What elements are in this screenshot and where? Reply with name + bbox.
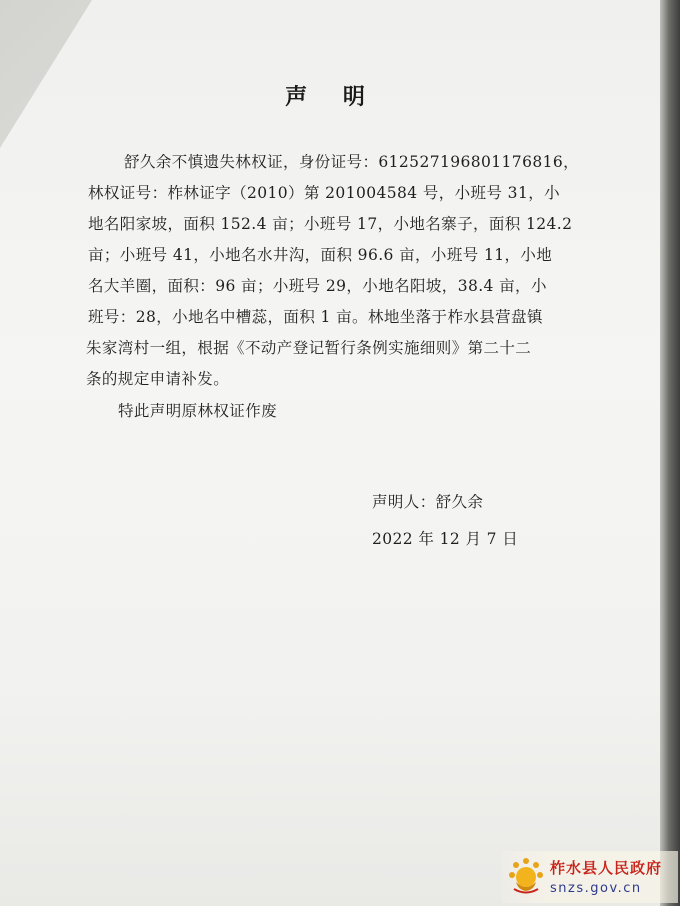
body-line-8: 条的规定申请补发。 — [86, 370, 230, 388]
body-line-5: 名大羊圈，面积：96 亩；小班号 29，小地名阳坡，38.4 亩，小 — [88, 277, 547, 295]
document-title: 声 明 — [285, 84, 379, 110]
sun-logo-icon — [508, 856, 544, 896]
watermark-name: 柞水县人民政府 — [550, 859, 663, 877]
body-line-1: 舒久余不慎遗失林权证，身份证号：612527196801176816， — [124, 153, 580, 171]
government-watermark — [502, 851, 678, 903]
body-line-4: 亩；小班号 41，小地名水井沟，面积 96.6 亩，小班号 11，小地 — [88, 246, 553, 264]
body-line-6: 班号：28，小地名中槽蕊，面积 1 亩。林地坐落于柞水县营盘镇 — [88, 308, 543, 326]
watermark-url: snzs.gov.cn — [550, 881, 642, 896]
body-line-2: 林权证号：柞林证字（2010）第 201004584 号，小班号 31，小 — [88, 184, 561, 202]
date-line: 2022 年 12 月 7 日 — [372, 530, 519, 548]
declarant-line: 声明人：舒久余 — [372, 493, 484, 511]
body-line-3: 地名阳家坡，面积 152.4 亩；小班号 17，小地名寨子，面积 124.2 — [88, 215, 573, 233]
paper-edge-shadow — [660, 0, 680, 906]
closing-statement: 特此声明原林权证作废 — [118, 402, 278, 420]
body-line-7: 朱家湾村一组，根据《不动产登记暂行条例实施细则》第二十二 — [86, 339, 532, 357]
